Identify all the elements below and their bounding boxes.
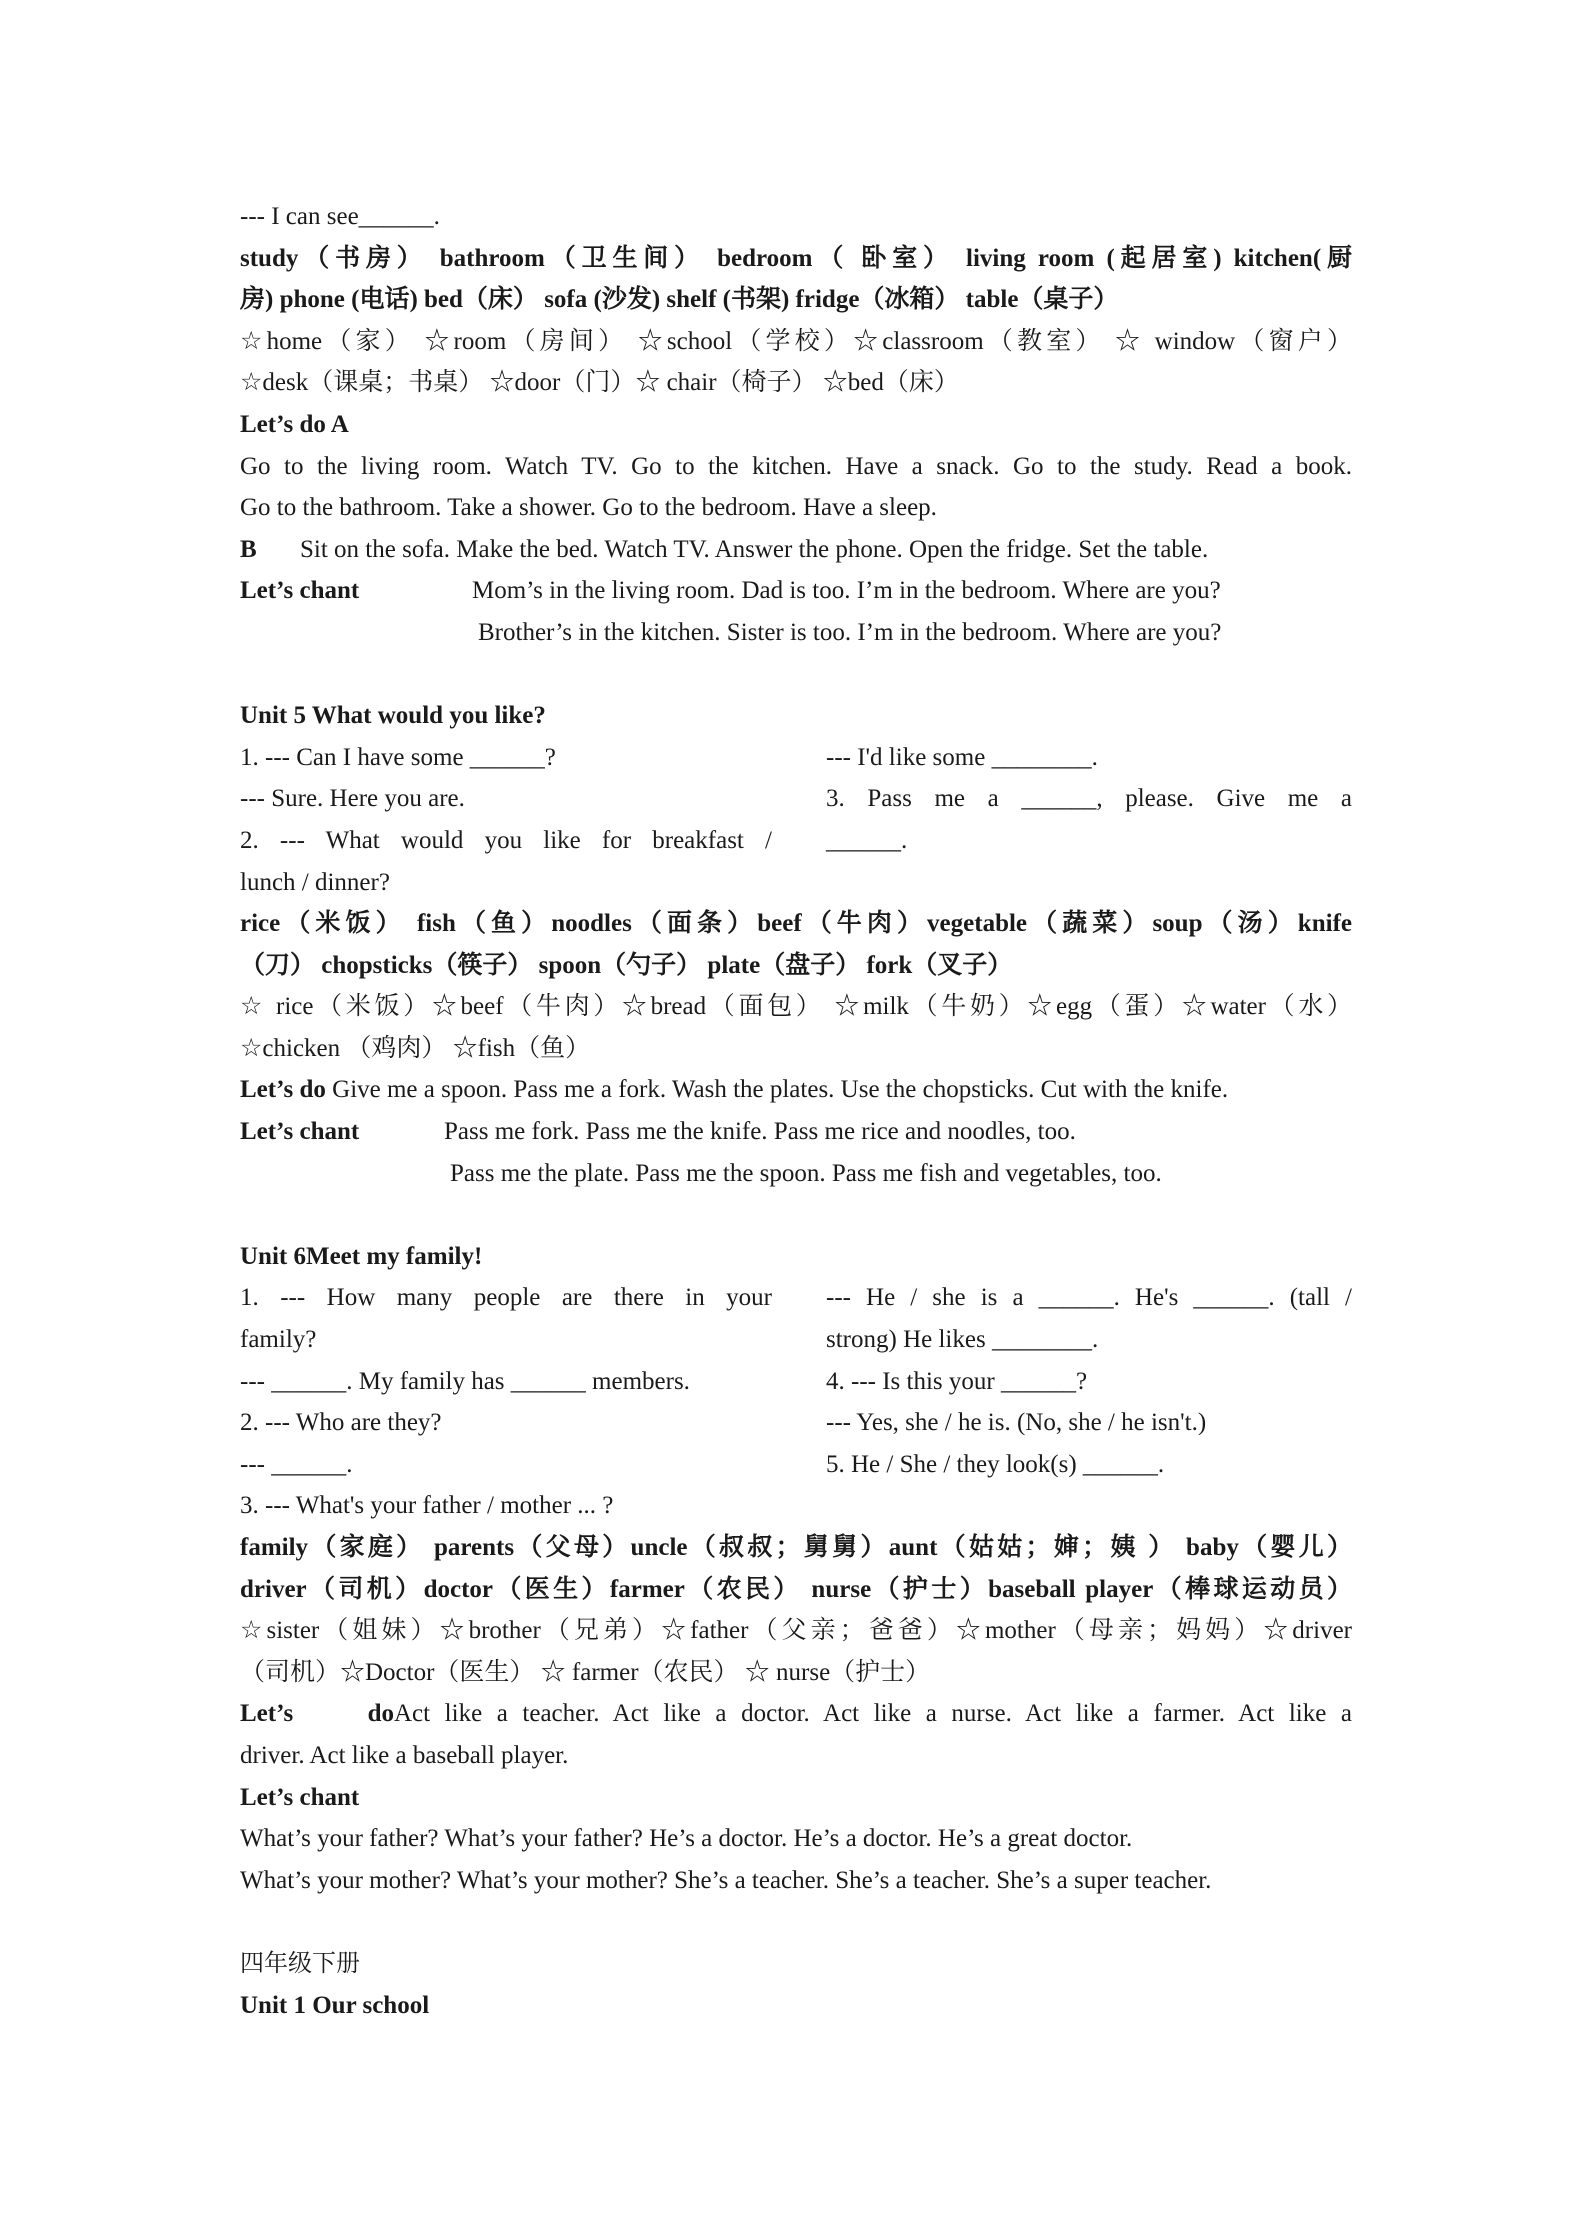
unit6-right-line-1: --- He / she is a ______. He's ______. (tall / <box>826 1284 1352 1312</box>
document-page <box>240 196 1352 2026</box>
unit5-star-line-2: ☆chicken （鸡肉） ☆fish（鱼） <box>240 1034 591 1062</box>
unit6-lets-do-text-1: Act like a teacher. Act like a doctor. Act like a nurse. Act like a farmer. Act like a <box>394 1700 1352 1728</box>
unit6-lets-do-label: Let’s do <box>240 1700 394 1728</box>
unit5-title: Unit 5 What would you like? <box>240 702 546 730</box>
unit5-chant-line-2: Pass me the plate. Pass me the spoon. Pass me fish and vegetables, too. <box>450 1159 1162 1187</box>
unit4-chant-line-2: Brother’s in the kitchen. Sister is too. I’m in the bedroom. Where are you? <box>478 618 1222 646</box>
unit4-chant <box>240 570 1352 653</box>
i-can-see-line: --- I can see______. <box>240 203 440 230</box>
unit4-chant-label: Let’s chant <box>240 577 360 605</box>
unit5-lets-do-text: Give me a spoon. Pass me a fork. Wash the plates. Use the chopsticks. Cut with the knife. <box>332 1076 1229 1104</box>
unit5-lets-do-label: Let’s do <box>240 1076 326 1104</box>
unit6-question-3: 3. --- What's your father / mother ... ? <box>240 1492 614 1520</box>
unit5-lets-do-line <box>240 1069 1352 1111</box>
unit6-vocab-bold-line-1: family（家庭） parents（父母）uncle（叔叔；舅舅）aunt（姑姑；婶；姨 ） baby（婴儿） <box>240 1534 1352 1561</box>
section-spacer <box>240 654 1352 696</box>
unit4-vocab-bold-line-2: 房) phone (电话) bed（床） sofa (沙发) shelf (书架) fridge（冰箱） table（桌子） <box>240 286 1119 314</box>
grade4-unit1-title: Unit 1 Our school <box>240 1991 430 2019</box>
unit4-lets-do-b-line <box>240 529 1352 571</box>
unit4-lets-do-a-line-1: Go to the living room. Watch TV. Go to the kitchen. Have a snack. Go to the study. Read a book. <box>240 452 1352 480</box>
unit5-chant-line-1: Pass me fork. Pass me the knife. Pass me rice and noodles, too. <box>444 1118 1076 1146</box>
unit5-left-line-4: lunch / dinner? <box>240 868 390 896</box>
unit5-right-line-1: --- I'd like some ________. <box>826 743 1098 771</box>
unit5-chant-label: Let’s chant <box>240 1118 360 1146</box>
unit6-left-line-5: --- ______. <box>240 1450 353 1478</box>
unit4-lets-do-a-label: Let’s do A <box>240 410 349 438</box>
unit6-left-line-3: --- ______. My family has ______ members. <box>240 1367 690 1395</box>
unit6-right-line-3: 4. --- Is this your ______? <box>826 1367 1088 1395</box>
unit5-right-line-2: 3. Pass me a ______, please. Give me a <box>826 785 1352 813</box>
unit6-lets-do-line-1 <box>240 1693 1352 1735</box>
unit4-vocab-bold-line-1: study（书房） bathroom（卫生间） bedroom（ 卧室） living room (起居室) kitchen(厨 <box>240 244 1352 272</box>
unit6-right-column <box>826 1277 1352 1485</box>
unit4-star-line-2: ☆desk（课桌；书桌） ☆door（门）☆ chair（椅子） ☆bed（床） <box>240 369 959 397</box>
unit6-vocab-bold-line-2: driver（司机）doctor（医生）farmer（农民） nurse（护士）baseball player（棒球运动员） <box>240 1575 1352 1603</box>
unit5-chant-lines <box>444 1111 1352 1194</box>
unit6-left-column <box>240 1277 772 1485</box>
unit4-b-text: Sit on the sofa. Make the bed. Watch TV. Answer the phone. Open the fridge. Set the table. <box>300 535 1209 563</box>
unit5-right-line-3: ______. <box>826 826 908 854</box>
unit6-star-line-1: ☆sister（姐妹）☆brother（兄弟）☆father（父亲；爸爸）☆mother（母亲；妈妈）☆driver <box>240 1617 1352 1645</box>
unit4-chant-line-1: Mom’s in the living room. Dad is too. I’m in the bedroom. Where are you? <box>472 577 1221 605</box>
unit6-dialogue-columns <box>240 1277 1352 1485</box>
unit5-left-line-3: 2. --- What would you like for breakfast / <box>240 826 772 854</box>
unit5-left-line-2: --- Sure. Here you are. <box>240 785 465 813</box>
unit4-star-line-1: ☆home（家） ☆room（房间） ☆school（学校）☆classroom（教室） ☆ window（窗户） <box>240 327 1352 355</box>
unit6-chant-label: Let’s chant <box>240 1783 360 1811</box>
unit5-dialogue-columns <box>240 737 1352 903</box>
unit6-left-line-4: 2. --- Who are they? <box>240 1409 442 1437</box>
unit5-left-line-1: 1. --- Can I have some ______? <box>240 743 556 771</box>
unit5-star-line-1: ☆ rice（米饭）☆beef（牛肉）☆bread（面包） ☆milk（牛奶）☆egg（蛋）☆water（水） <box>240 993 1352 1021</box>
unit6-lets-do-line-2: driver. Act like a baseball player. <box>240 1741 569 1769</box>
unit5-chant <box>240 1111 1352 1194</box>
unit6-right-line-4: --- Yes, she / he is. (No, she / he isn't.) <box>826 1409 1207 1437</box>
unit6-star-line-2: （司机）☆Doctor（医生） ☆ farmer（农民） ☆ nurse（护士） <box>240 1658 931 1686</box>
unit5-vocab-bold-line-2: （刀） chopsticks（筷子） spoon（勺子） plate（盘子） fork（叉子） <box>240 951 1013 979</box>
unit6-chant-line-1: What’s your father? What’s your father? He’s a doctor. He’s a doctor. He’s a great doctor. <box>240 1825 1133 1853</box>
grade4-heading: 四年级下册 <box>240 1948 360 1977</box>
unit6-chant-line-2: What’s your mother? What’s your mother? She’s a teacher. She’s a teacher. She’s a super teacher. <box>240 1866 1212 1894</box>
unit4-b-label: B <box>240 535 257 563</box>
section-spacer <box>240 1901 1352 1943</box>
unit5-left-column <box>240 737 772 903</box>
unit4-chant-lines <box>472 570 1352 653</box>
unit6-title: Unit 6Meet my family! <box>240 1242 483 1270</box>
unit6-left-line-2: family? <box>240 1326 317 1354</box>
unit6-right-line-5: 5. He / She / they look(s) ______. <box>826 1450 1165 1478</box>
unit5-vocab-bold-line-1: rice（米饭） fish（鱼）noodles（面条）beef（牛肉）vegetable（蔬菜）soup（汤）knife <box>240 910 1352 938</box>
unit6-left-line-1: 1. --- How many people are there in your <box>240 1284 772 1312</box>
unit5-right-column <box>826 737 1352 903</box>
unit4-lets-do-a-line-2: Go to the bathroom. Take a shower. Go to the bedroom. Have a sleep. <box>240 494 937 522</box>
unit6-right-line-2: strong) He likes ________. <box>826 1326 1099 1354</box>
section-spacer <box>240 1194 1352 1236</box>
